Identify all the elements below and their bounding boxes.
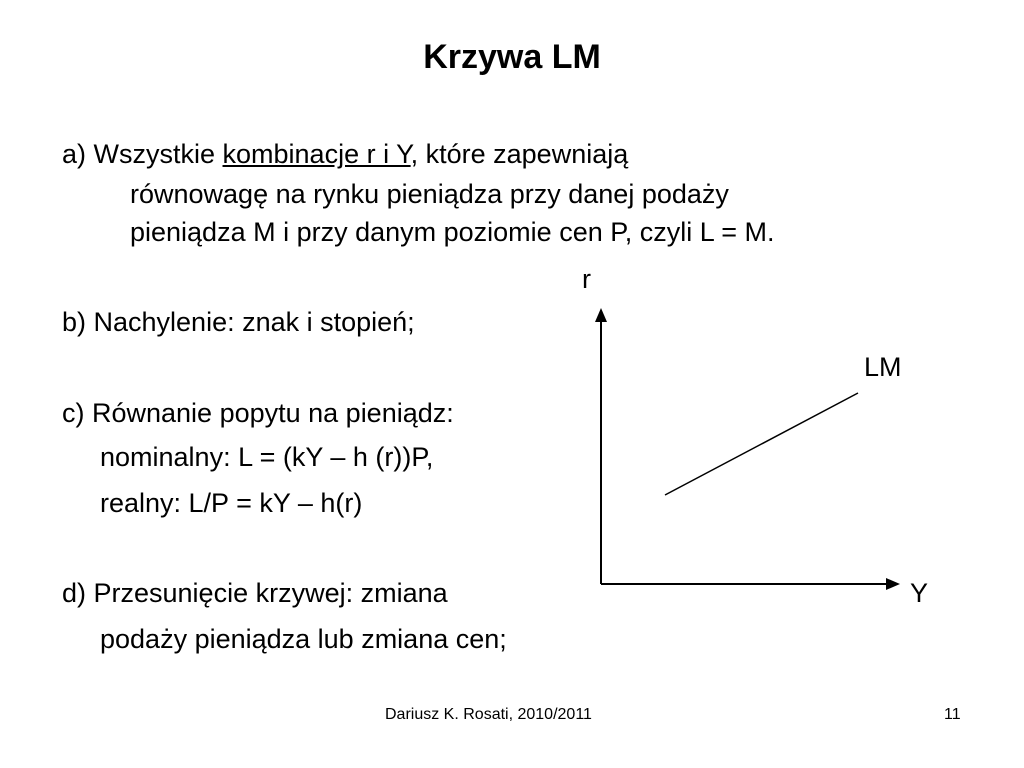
point-c-real: realny: L/P = kY – h(r): [100, 488, 363, 518]
y-axis-arrowhead: [595, 308, 607, 322]
point-c: c) Równanie popytu na pieniądz:: [62, 398, 454, 428]
footer-author: Dariusz K. Rosati, 2010/2011: [385, 706, 592, 723]
point-b: b) Nachylenie: znak i stopień;: [62, 307, 415, 337]
point-a-suffix: , które zapewniają: [410, 139, 629, 169]
lm-curve-label: LM: [864, 352, 902, 382]
x-axis-label: Y: [910, 578, 929, 608]
point-a-line2: równowagę na rynku pieniądza przy danej podaży: [130, 179, 729, 209]
x-axis-arrowhead: [886, 578, 900, 590]
point-a-line3: pieniądza M i przy danym poziomie cen P, czyli L = M.: [130, 217, 775, 247]
lm-curve: [665, 393, 858, 495]
point-d-line2: podaży pieniądza lub zmiana cen;: [100, 624, 507, 654]
page-number: 11: [944, 706, 961, 723]
point-a-underlined: kombinacje r i Y: [222, 139, 411, 169]
y-axis-label: r: [582, 264, 591, 294]
point-d-line1: d) Przesunięcie krzywej: zmiana: [62, 578, 448, 608]
point-a-prefix: a) Wszystkie: [62, 139, 223, 169]
slide-title: Krzywa LM: [423, 38, 601, 76]
point-c-nominal: nominalny: L = (kY – h (r))P,: [100, 442, 434, 472]
